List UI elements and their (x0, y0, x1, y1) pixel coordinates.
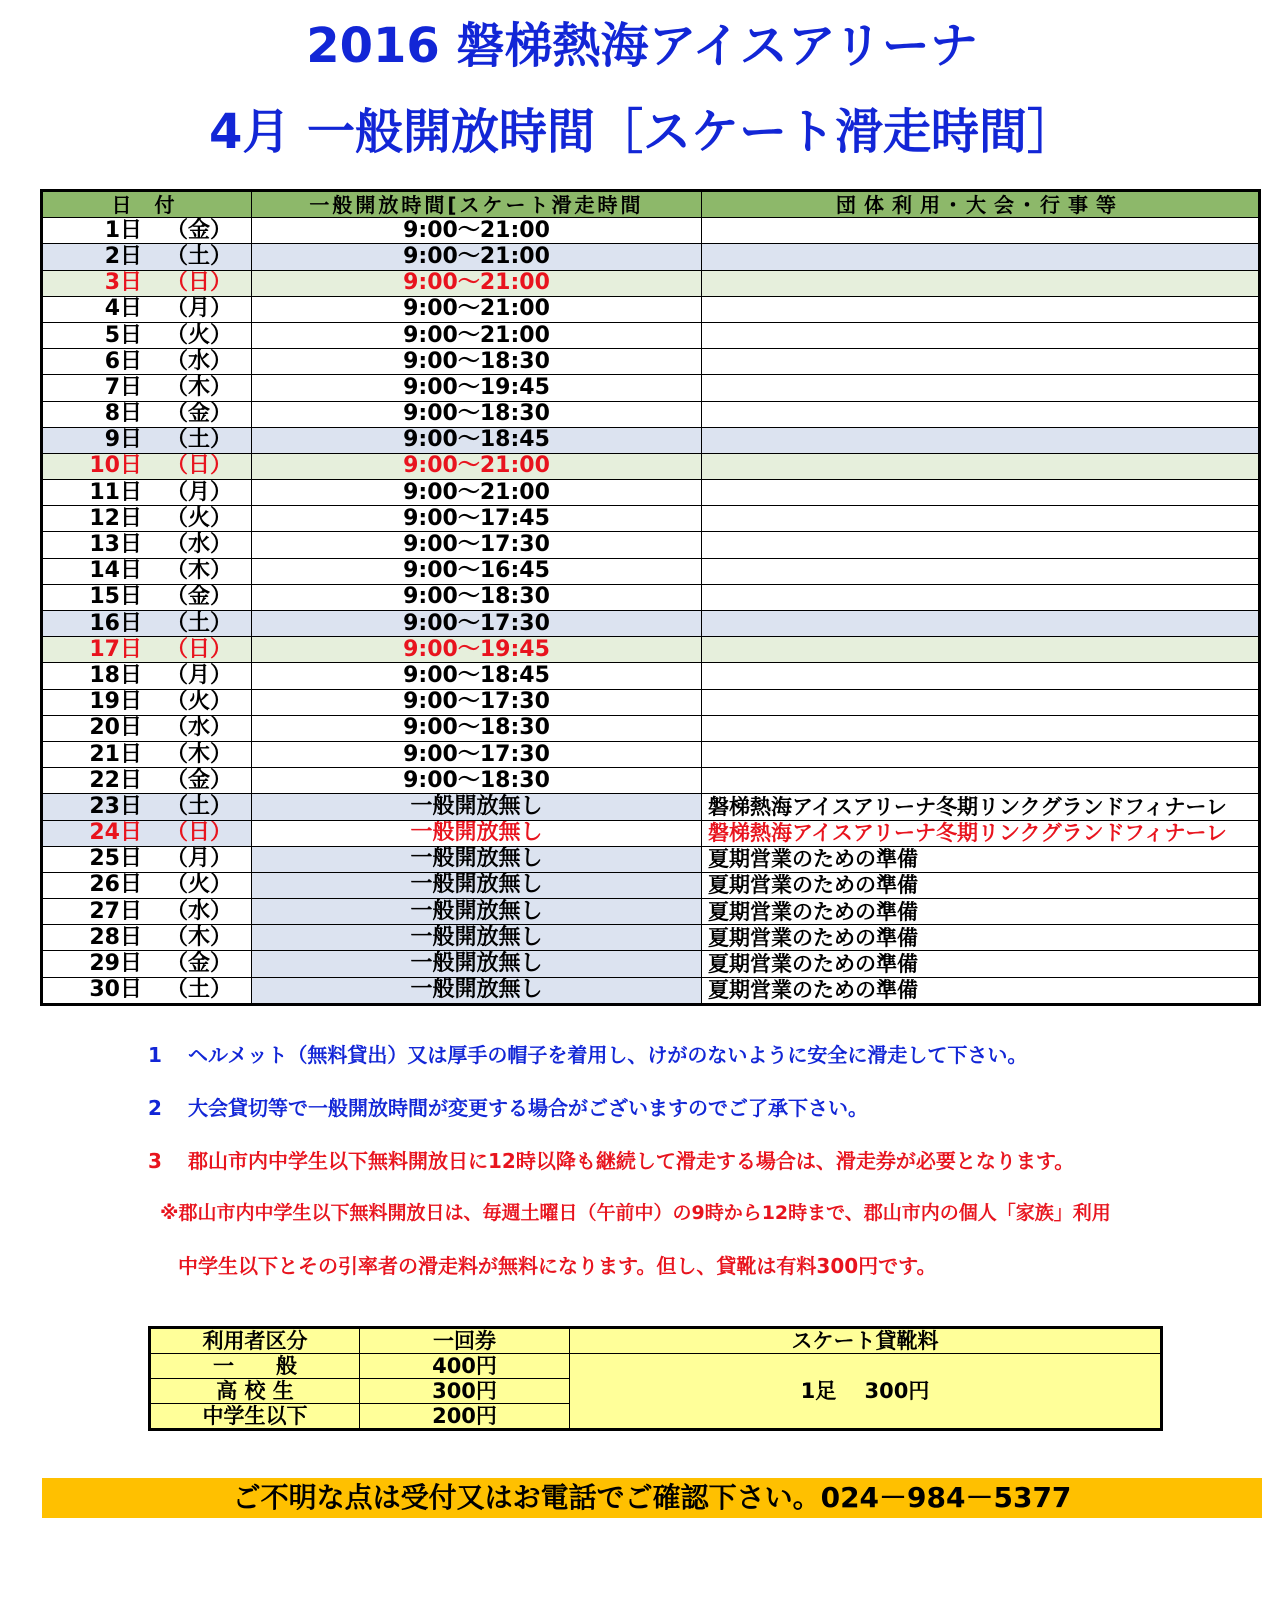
schedule-row (42, 768, 1260, 794)
weekday-label: （土） (165, 793, 232, 819)
note-1-text: ヘルメット（無料貸出）又は厚手の帽子を着用し、けがのないように安全に滑走して下さい。 (188, 1043, 1028, 1067)
weekday-label: （土） (165, 610, 232, 636)
schedule-row (42, 611, 1260, 637)
event-note-cell (702, 375, 1260, 401)
page-subtitle: 4月 一般開放時間［スケート滑走時間］ (208, 104, 1076, 160)
day-label: 10日 (89, 453, 142, 479)
date-cell (42, 584, 252, 610)
schedule-table (40, 189, 1261, 1006)
open-hours-cell: 9:00～18:30 (252, 768, 702, 794)
open-hours-cell: 9:00～21:00 (252, 480, 702, 506)
open-hours-cell: 9:00～21:00 (252, 453, 702, 479)
event-note-cell: 磐梯熱海アイスアリーナ冬期リンクグランドフィナーレ (702, 820, 1260, 846)
weekday-label: （日） (165, 820, 232, 846)
date-cell (42, 689, 252, 715)
open-hours-cell: 9:00～17:45 (252, 506, 702, 532)
event-note-cell (702, 322, 1260, 348)
schedule-row (42, 453, 1260, 479)
price-ticket: 300円 (360, 1379, 570, 1404)
date-cell (42, 977, 252, 1004)
date-cell (42, 322, 252, 348)
header-note: 団体利用･大会･行事等 (702, 191, 1260, 218)
day-label: 18日 (89, 662, 142, 688)
event-note-cell (702, 244, 1260, 270)
weekday-label: （日） (165, 636, 232, 662)
date-cell (42, 820, 252, 846)
day-label: 23日 (89, 793, 142, 819)
open-hours-cell: 一般開放無し (252, 951, 702, 977)
day-label: 30日 (89, 977, 142, 1003)
weekday-label: （金） (165, 951, 232, 977)
schedule-row (42, 349, 1260, 375)
schedule-row (42, 296, 1260, 322)
weekday-label: （土） (165, 243, 232, 269)
open-hours-cell: 9:00～21:00 (252, 322, 702, 348)
schedule-body (42, 218, 1260, 1005)
day-label: 8日 (104, 401, 142, 427)
open-hours-cell: 9:00～21:00 (252, 270, 702, 296)
open-hours-cell: 9:00～17:30 (252, 611, 702, 637)
day-label: 26日 (89, 872, 142, 898)
day-label: 1日 (104, 217, 142, 243)
note-1-num: 1 (148, 1043, 162, 1067)
open-hours-cell: 一般開放無し (252, 846, 702, 872)
schedule-row (42, 689, 1260, 715)
open-hours-cell: 一般開放無し (252, 977, 702, 1004)
open-hours-cell: 一般開放無し (252, 925, 702, 951)
schedule-row (42, 925, 1260, 951)
weekday-label: （火） (165, 505, 232, 531)
open-hours-cell: 9:00～18:30 (252, 401, 702, 427)
date-cell (42, 270, 252, 296)
schedule-row (42, 663, 1260, 689)
date-cell (42, 715, 252, 741)
schedule-row (42, 322, 1260, 348)
open-hours-cell: 9:00～18:30 (252, 584, 702, 610)
weekday-label: （木） (165, 924, 232, 950)
schedule-row (42, 899, 1260, 925)
open-hours-cell: 9:00～18:30 (252, 715, 702, 741)
day-label: 4日 (104, 296, 142, 322)
schedule-row (42, 951, 1260, 977)
open-hours-cell: 9:00～18:45 (252, 427, 702, 453)
open-hours-cell: 9:00～19:45 (252, 375, 702, 401)
day-label: 24日 (89, 820, 142, 846)
price-table (148, 1326, 1163, 1431)
weekday-label: （月） (165, 479, 232, 505)
day-label: 6日 (104, 348, 142, 374)
date-cell (42, 925, 252, 951)
date-cell (42, 453, 252, 479)
event-note-cell (702, 663, 1260, 689)
weekday-label: （土） (165, 977, 232, 1003)
event-note-cell (702, 349, 1260, 375)
day-label: 5日 (104, 322, 142, 348)
weekday-label: （金） (165, 584, 232, 610)
date-cell (42, 611, 252, 637)
remark-line-2: 中学生以下とその引率者の滑走料が無料になります。但し、貸靴は有料300円です。 (178, 1254, 937, 1278)
weekday-label: （水） (165, 532, 232, 558)
date-cell (42, 794, 252, 820)
event-note-cell (702, 741, 1260, 767)
day-label: 11日 (89, 479, 142, 505)
price-header-row (150, 1328, 1162, 1354)
date-cell (42, 218, 252, 244)
schedule-row (42, 637, 1260, 663)
date-cell (42, 349, 252, 375)
schedule-row (42, 715, 1260, 741)
note-2-num: 2 (148, 1096, 162, 1120)
note-2-text: 大会貸切等で一般開放時間が変更する場合がございますのでご了承下さい。 (188, 1096, 868, 1120)
day-label: 25日 (89, 846, 142, 872)
open-hours-cell: 一般開放無し (252, 899, 702, 925)
open-hours-cell: 9:00～21:00 (252, 296, 702, 322)
open-hours-cell: 9:00～18:45 (252, 663, 702, 689)
date-cell (42, 506, 252, 532)
event-note-cell (702, 296, 1260, 322)
day-label: 22日 (89, 767, 142, 793)
schedule-row (42, 872, 1260, 898)
schedule-row (42, 584, 1260, 610)
weekday-label: （木） (165, 374, 232, 400)
note-3-text: 郡山市内中学生以下無料開放日に12時以降も継続して滑走する場合は、滑走券が必要となります。 (188, 1149, 1075, 1173)
open-hours-cell: 9:00～17:30 (252, 532, 702, 558)
weekday-label: （水） (165, 898, 232, 924)
schedule-row (42, 270, 1260, 296)
date-cell (42, 375, 252, 401)
date-cell (42, 401, 252, 427)
event-note-cell (702, 611, 1260, 637)
weekday-label: （月） (165, 846, 232, 872)
schedule-row (42, 558, 1260, 584)
open-hours-cell: 9:00～18:30 (252, 349, 702, 375)
weekday-label: （火） (165, 872, 232, 898)
date-cell (42, 296, 252, 322)
price-row (150, 1354, 1162, 1379)
day-label: 13日 (89, 532, 142, 558)
day-label: 28日 (89, 924, 142, 950)
note-3 (148, 1148, 1074, 1174)
day-label: 3日 (104, 270, 142, 296)
weekday-label: （金） (165, 217, 232, 243)
remark-line-1: ※郡山市内中学生以下無料開放日は、毎週土曜日（午前中）の9時から12時まで、郡山市内の個人「家族」利用 (160, 1202, 1111, 1224)
schedule-row (42, 532, 1260, 558)
date-cell (42, 899, 252, 925)
event-note-cell (702, 401, 1260, 427)
price-category: 中学生以下 (150, 1404, 360, 1430)
note-1 (148, 1042, 1027, 1068)
date-cell (42, 558, 252, 584)
schedule-row (42, 846, 1260, 872)
event-note-cell (702, 270, 1260, 296)
date-cell (42, 427, 252, 453)
header-time: 一般開放時間[スケート滑走時間 (252, 191, 702, 218)
weekday-label: （月） (165, 296, 232, 322)
schedule-row (42, 427, 1260, 453)
date-cell (42, 741, 252, 767)
day-label: 19日 (89, 689, 142, 715)
event-note-cell: 磐梯熱海アイスアリーナ冬期リンクグランドフィナーレ (702, 794, 1260, 820)
day-label: 16日 (89, 610, 142, 636)
weekday-label: （日） (165, 270, 232, 296)
note-3-num: 3 (148, 1149, 162, 1173)
event-note-cell (702, 768, 1260, 794)
open-hours-cell: 一般開放無し (252, 820, 702, 846)
date-cell (42, 846, 252, 872)
price-rental-value: 1足 300円 (570, 1354, 1162, 1430)
schedule-row (42, 375, 1260, 401)
price-ticket: 200円 (360, 1404, 570, 1430)
event-note-cell (702, 506, 1260, 532)
date-cell (42, 637, 252, 663)
open-hours-cell: 9:00～21:00 (252, 218, 702, 244)
note-2 (148, 1095, 868, 1121)
price-header-rental: スケート貸靴料 (570, 1328, 1162, 1354)
event-note-cell: 夏期営業のための準備 (702, 872, 1260, 898)
weekday-label: （水） (165, 348, 232, 374)
day-label: 21日 (89, 741, 142, 767)
weekday-label: （日） (165, 453, 232, 479)
price-header-ticket: 一回券 (360, 1328, 570, 1354)
weekday-label: （月） (165, 662, 232, 688)
open-hours-cell: 9:00～17:30 (252, 741, 702, 767)
date-cell (42, 951, 252, 977)
event-note-cell: 夏期営業のための準備 (702, 899, 1260, 925)
weekday-label: （水） (165, 715, 232, 741)
open-hours-cell: 一般開放無し (252, 794, 702, 820)
day-label: 20日 (89, 715, 142, 741)
date-cell (42, 768, 252, 794)
open-hours-cell: 一般開放無し (252, 872, 702, 898)
day-label: 2日 (104, 243, 142, 269)
date-cell (42, 244, 252, 270)
schedule-row (42, 480, 1260, 506)
schedule-row (42, 977, 1260, 1004)
open-hours-cell: 9:00～16:45 (252, 558, 702, 584)
day-label: 9日 (104, 427, 142, 453)
header-date: 日 付 (42, 191, 252, 218)
schedule-row (42, 506, 1260, 532)
weekday-label: （木） (165, 741, 232, 767)
schedule-header-row (42, 191, 1260, 218)
event-note-cell (702, 558, 1260, 584)
price-category: 高 校 生 (150, 1379, 360, 1404)
event-note-cell (702, 584, 1260, 610)
day-label: 15日 (89, 584, 142, 610)
schedule-row (42, 244, 1260, 270)
day-label: 29日 (89, 951, 142, 977)
schedule-row (42, 741, 1260, 767)
schedule-row (42, 794, 1260, 820)
open-hours-cell: 9:00～17:30 (252, 689, 702, 715)
event-note-cell (702, 218, 1260, 244)
event-note-cell (702, 637, 1260, 663)
day-label: 12日 (89, 505, 142, 531)
date-cell (42, 532, 252, 558)
day-label: 17日 (89, 636, 142, 662)
event-note-cell (702, 715, 1260, 741)
day-label: 7日 (104, 374, 142, 400)
event-note-cell: 夏期営業のための準備 (702, 846, 1260, 872)
weekday-label: （木） (165, 558, 232, 584)
footer-contact: ご不明な点は受付又はお電話でご確認下さい。024－984－5377 (42, 1478, 1262, 1518)
weekday-label: （土） (165, 427, 232, 453)
price-header-category: 利用者区分 (150, 1328, 360, 1354)
open-hours-cell: 9:00～21:00 (252, 244, 702, 270)
weekday-label: （火） (165, 322, 232, 348)
day-label: 14日 (89, 558, 142, 584)
date-cell (42, 663, 252, 689)
date-cell (42, 872, 252, 898)
event-note-cell (702, 689, 1260, 715)
open-hours-cell: 9:00～19:45 (252, 637, 702, 663)
weekday-label: （金） (165, 767, 232, 793)
schedule-row (42, 820, 1260, 846)
event-note-cell: 夏期営業のための準備 (702, 925, 1260, 951)
date-cell (42, 480, 252, 506)
event-note-cell: 夏期営業のための準備 (702, 977, 1260, 1004)
weekday-label: （火） (165, 689, 232, 715)
event-note-cell (702, 480, 1260, 506)
page-title: 2016 磐梯熱海アイスアリーナ (306, 18, 978, 74)
weekday-label: （金） (165, 401, 232, 427)
event-note-cell (702, 427, 1260, 453)
day-label: 27日 (89, 898, 142, 924)
price-category: 一 般 (150, 1354, 360, 1379)
event-note-cell (702, 453, 1260, 479)
event-note-cell: 夏期営業のための準備 (702, 951, 1260, 977)
schedule-row (42, 401, 1260, 427)
price-ticket: 400円 (360, 1354, 570, 1379)
schedule-row (42, 218, 1260, 244)
event-note-cell (702, 532, 1260, 558)
